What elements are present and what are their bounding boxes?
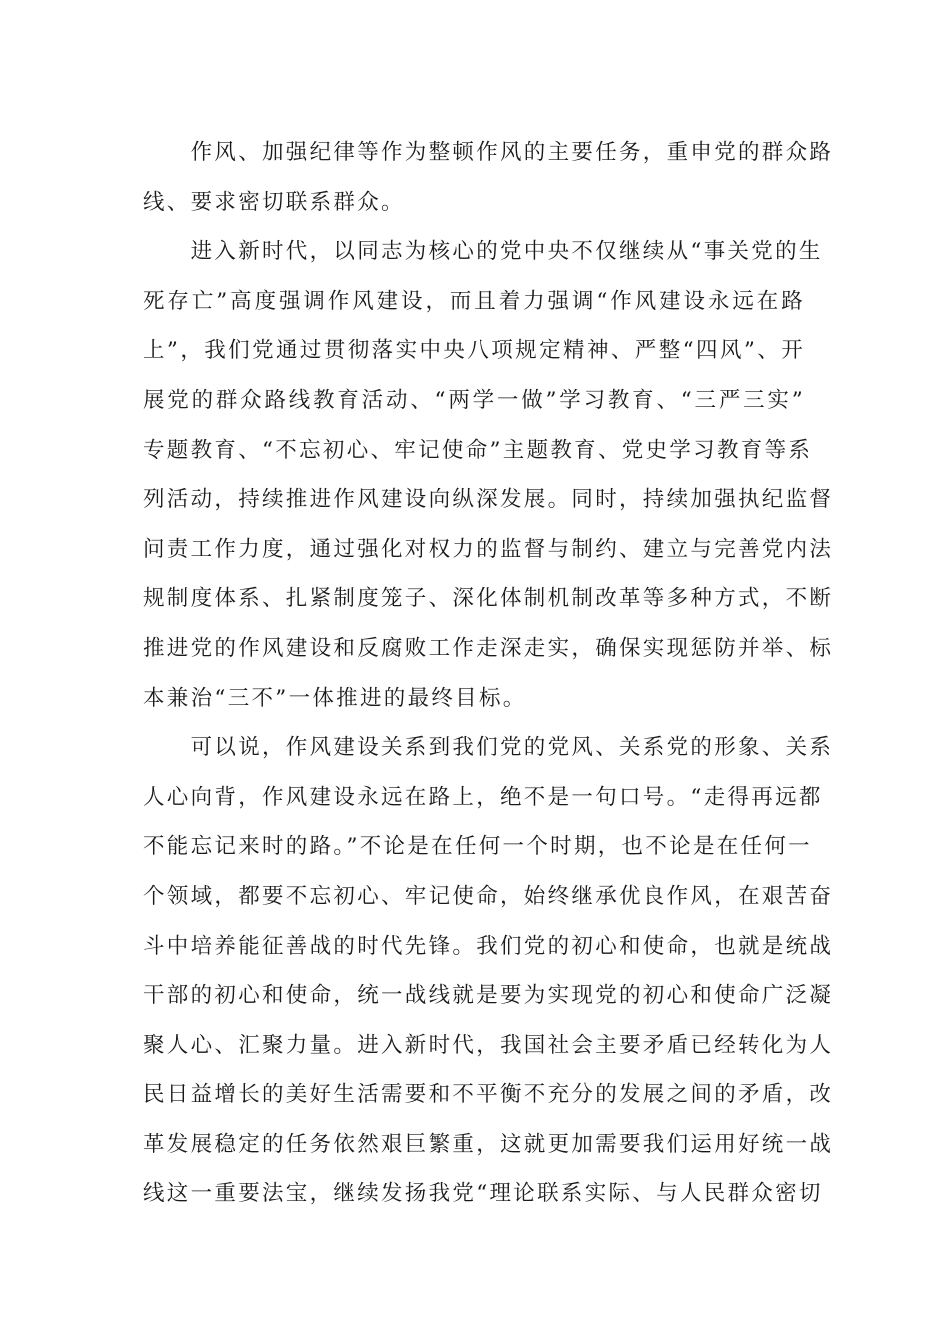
text-line: 干部的初心和使命，统一战线就是要为实现党的初心和使命广泛凝	[143, 983, 834, 1009]
body-text	[143, 128, 834, 1219]
text-line: 作风、加强纪律等作为整顿作风的主要任务，重申党的群众路	[143, 140, 834, 165]
text-line: 专题教育、“不忘初心、牢记使命”主题教育、党史学习教育等系	[143, 437, 813, 463]
text-line: 可以说，作风建设关系到我们党的党风、关系党的形象、关系	[143, 735, 834, 761]
text-line: 问责工作力度，通过强化对权力的监督与制约、建立与完善党内法	[143, 536, 834, 562]
text-line: 上”，我们党通过贯彻落实中央八项规定精神、严整“四风”、开	[143, 338, 805, 364]
text-line: 人心向背，作风建设永远在路上，绝不是一句口号。“走得再远都	[143, 784, 823, 810]
text-line: 聚人心、汇聚力量。进入新时代，我国社会主要矛盾已经转化为人	[143, 1032, 834, 1058]
paragraph-2	[143, 227, 834, 723]
text-line: 民日益增长的美好生活需要和不平衡不充分的发展之间的矛盾，改	[143, 1082, 834, 1108]
text-line: 死存亡”高度强调作风建设，而且着力强调“作风建设永远在路	[143, 288, 805, 314]
text-line: 革发展稳定的任务依然艰巨繁重，这就更加需要我们运用好统一战	[143, 1131, 834, 1157]
text-line: 展党的群众路线教育活动、“两学一做”学习教育、“三严三实”	[143, 387, 805, 413]
text-line: 线这一重要法宝，继续发扬我党“理论联系实际、与人民群众密切	[143, 1181, 823, 1207]
paragraph-1	[143, 128, 834, 227]
text-line: 列活动，持续推进作风建设向纵深发展。同时，持续加强执纪监督	[143, 487, 834, 513]
text-line: 不能忘记来时的路。”不论是在任何一个时期，也不论是在任何一	[143, 834, 812, 860]
paragraph-3	[143, 723, 834, 1219]
text-line: 推进党的作风建设和反腐败工作走深走实，确保实现惩防并举、标	[143, 635, 834, 661]
text-line: 进入新时代，以同志为核心的党中央不仅继续从“事关党的生	[143, 239, 823, 265]
text-line: 本兼治“三不”一体推进的最终目标。	[143, 685, 527, 711]
text-line: 规制度体系、扎紧制度笼子、深化体制机制改革等多种方式，不断	[143, 586, 834, 612]
text-line: 个领域，都要不忘初心、牢记使命，始终继承优良作风，在艰苦奋	[143, 883, 834, 909]
text-line: 斗中培养能征善战的时代先锋。我们党的初心和使命，也就是统战	[143, 933, 834, 959]
text-line: 线、要求密切联系群众。	[143, 189, 405, 215]
